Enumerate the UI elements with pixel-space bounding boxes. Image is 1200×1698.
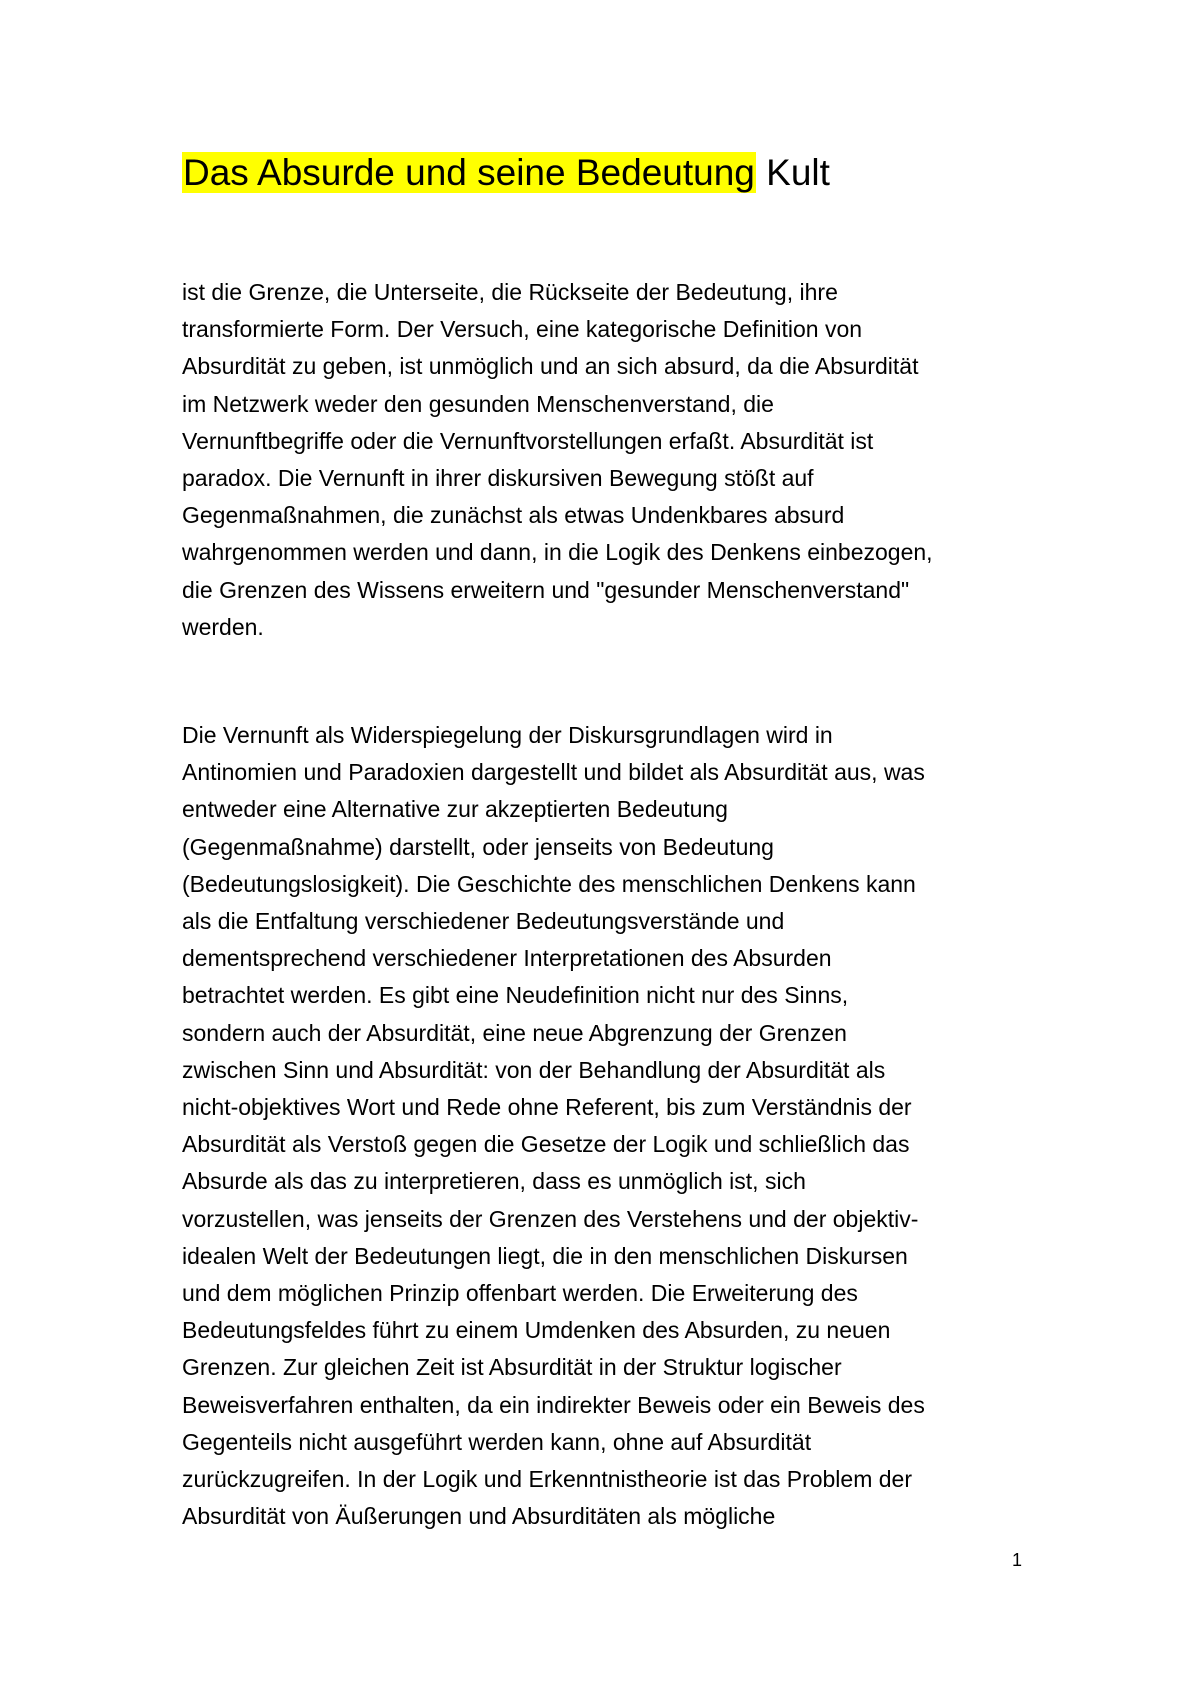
text-line: Absurdität von Äußerungen und Absurditäten als mögliche — [182, 1503, 776, 1530]
text-line: Beweisverfahren enthalten, da ein indirekter Beweis oder ein Beweis des — [182, 1391, 925, 1418]
text-line: (Gegenmaßnahme) darstellt, oder jenseits von Bedeutung — [182, 833, 774, 860]
text-line: Grenzen. Zur gleichen Zeit ist Absurdität in der Struktur logischer — [182, 1354, 842, 1381]
paragraph-1 — [182, 274, 1042, 646]
text-line: Gegenteils nicht ausgeführt werden kann, ohne auf Absurdität — [182, 1428, 812, 1455]
title-highlighted-text: Das Absurde und seine Bedeutung — [183, 152, 755, 193]
text-line: Absurdität als Verstoß gegen die Gesetze der Logik und schließlich das — [182, 1131, 910, 1158]
text-line: Absurde als das zu interpretieren, dass es unmöglich ist, sich — [182, 1168, 806, 1195]
title-rest-text: Kult — [755, 152, 830, 193]
text-line: betrachtet werden. Es gibt eine Neudefinition nicht nur des Sinns, — [182, 982, 849, 1009]
text-line: entweder eine Alternative zur akzeptierten Bedeutung — [182, 796, 728, 823]
document-title — [182, 148, 830, 198]
text-line: idealen Welt der Bedeutungen liegt, die in den menschlichen Diskursen — [182, 1242, 908, 1269]
text-line: dementsprechend verschiedener Interpretationen des Absurden — [182, 945, 832, 972]
text-line: sondern auch der Absurdität, eine neue Abgrenzung der Grenzen — [182, 1019, 847, 1046]
text-line: Bedeutungsfeldes führt zu einem Umdenken des Absurden, zu neuen — [182, 1317, 891, 1344]
page-number: 1 — [1011, 1550, 1022, 1570]
text-line: ist die Grenze, die Unterseite, die Rückseite der Bedeutung, ihre — [182, 279, 838, 305]
paragraph-2 — [182, 717, 1042, 1535]
text-line: die Grenzen des Wissens erweitern und "gesunder Menschenverstand" — [182, 576, 910, 603]
text-line: werden. — [182, 613, 264, 640]
text-line: (Bedeutungslosigkeit). Die Geschichte des menschlichen Denkens kann — [182, 870, 916, 897]
text-line: nicht-objektives Wort und Rede ohne Referent, bis zum Verständnis der — [182, 1094, 912, 1121]
text-line: zurückzugreifen. In der Logik und Erkenntnistheorie ist das Problem der — [182, 1466, 913, 1493]
text-line: Vernunftbegriffe oder die Vernunftvorstellungen erfaßt. Absurdität ist — [182, 427, 874, 454]
text-line: zwischen Sinn und Absurdität: von der Behandlung der Absurdität als — [182, 1056, 886, 1083]
text-line: und dem möglichen Prinzip offenbart werden. Die Erweiterung des — [182, 1280, 858, 1307]
text-line: Absurdität zu geben, ist unmöglich und an sich absurd, da die Absurdität — [182, 353, 919, 380]
text-line: vorzustellen, was jenseits der Grenzen des Verstehens und der objektiv- — [182, 1205, 919, 1232]
text-line: Antinomien und Paradoxien dargestellt und bildet als Absurdität aus, was — [182, 759, 925, 786]
text-line: Gegenmaßnahmen, die zunächst als etwas Undenkbares absurd — [182, 502, 845, 529]
text-line: im Netzwerk weder den gesunden Menschenverstand, die — [182, 390, 774, 417]
text-line: paradox. Die Vernunft in ihrer diskursiven Bewegung stößt auf — [182, 465, 814, 492]
text-line: als die Entfaltung verschiedener Bedeutungsverstände und — [182, 908, 785, 935]
text-line: Die Vernunft als Widerspiegelung der Diskursgrundlagen wird in — [182, 722, 833, 748]
text-line: wahrgenommen werden und dann, in die Logik des Denkens einbezogen, — [182, 539, 933, 566]
text-line: transformierte Form. Der Versuch, eine kategorische Definition von — [182, 316, 863, 343]
